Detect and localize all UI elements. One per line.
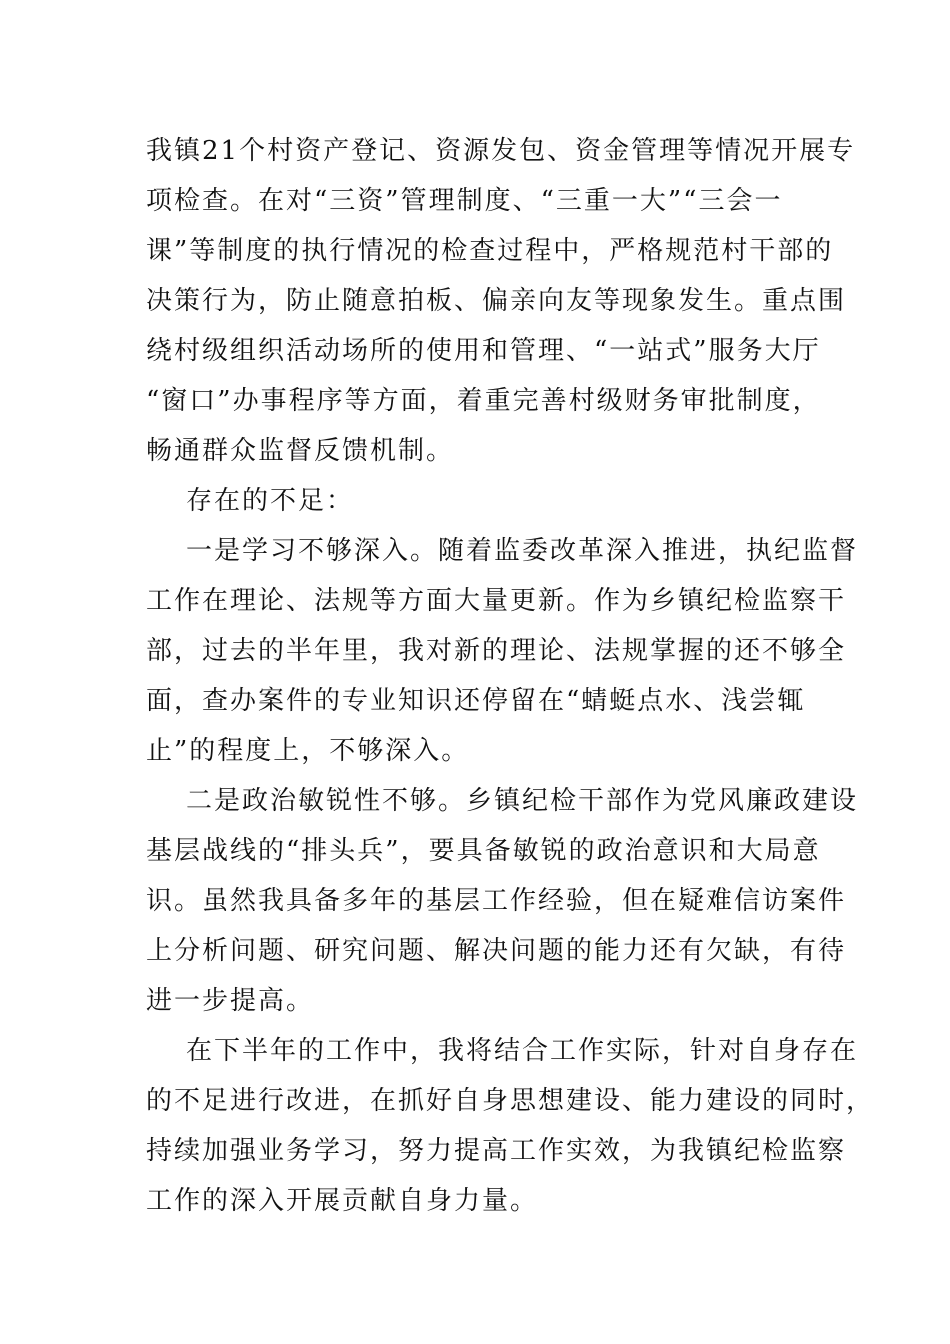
text-line: 决策行为，防止随意拍板、偏亲向友等现象发生。重点围 bbox=[146, 286, 847, 316]
text-line: 部，过去的半年里，我对新的理论、法规掌握的还不够全 bbox=[146, 636, 847, 666]
text-line: 项检查。在对“三资”管理制度、“三重一大”“三会一 bbox=[146, 186, 783, 216]
text-line: 二是政治敏锐性不够。乡镇纪检干部作为党风廉政建设 bbox=[186, 786, 859, 816]
text-line: 止”的程度上，不够深入。 bbox=[146, 736, 470, 766]
text-line: 我镇21个村资产登记、资源发包、资金管理等情况开展专 bbox=[146, 136, 856, 166]
text-line: 的不足进行改进，在抓好自身思想建设、能力建设的同时， bbox=[146, 1086, 875, 1116]
document-body bbox=[146, 126, 875, 1226]
text-line: 畅通群众监督反馈机制。 bbox=[146, 436, 455, 466]
text-line: 识。虽然我具备多年的基层工作经验，但在疑难信访案件 bbox=[146, 886, 847, 916]
text-line: 持续加强业务学习，努力提高工作实效，为我镇纪检监察 bbox=[146, 1136, 847, 1166]
text-line: 基层战线的“排头兵”，要具备敏锐的政治意识和大局意 bbox=[146, 836, 821, 866]
text-line: 工作的深入开展贡献自身力量。 bbox=[146, 1186, 539, 1216]
text-line: 上分析问题、研究问题、解决问题的能力还有欠缺，有待 bbox=[146, 936, 847, 966]
text-line: “窗口”办事程序等方面，着重完善村级财务审批制度， bbox=[146, 386, 821, 416]
text-line: 课”等制度的执行情况的检查过程中，严格规范村干部的 bbox=[146, 236, 834, 266]
text-line: 一是学习不够深入。随着监委改革深入推进，执纪监督 bbox=[186, 536, 859, 566]
text-line: 绕村级组织活动场所的使用和管理、“一站式”服务大厅 bbox=[146, 336, 821, 366]
text-line: 进一步提高。 bbox=[146, 986, 315, 1016]
text-line: 在下半年的工作中，我将结合工作实际，针对自身存在 bbox=[186, 1036, 859, 1066]
text-line: 面，查办案件的专业知识还停留在“蜻蜓点水、浅尝辄 bbox=[146, 686, 806, 716]
text-line: 工作在理论、法规等方面大量更新。作为乡镇纪检监察干 bbox=[146, 586, 847, 616]
section-heading: 存在的不足： bbox=[186, 486, 355, 516]
